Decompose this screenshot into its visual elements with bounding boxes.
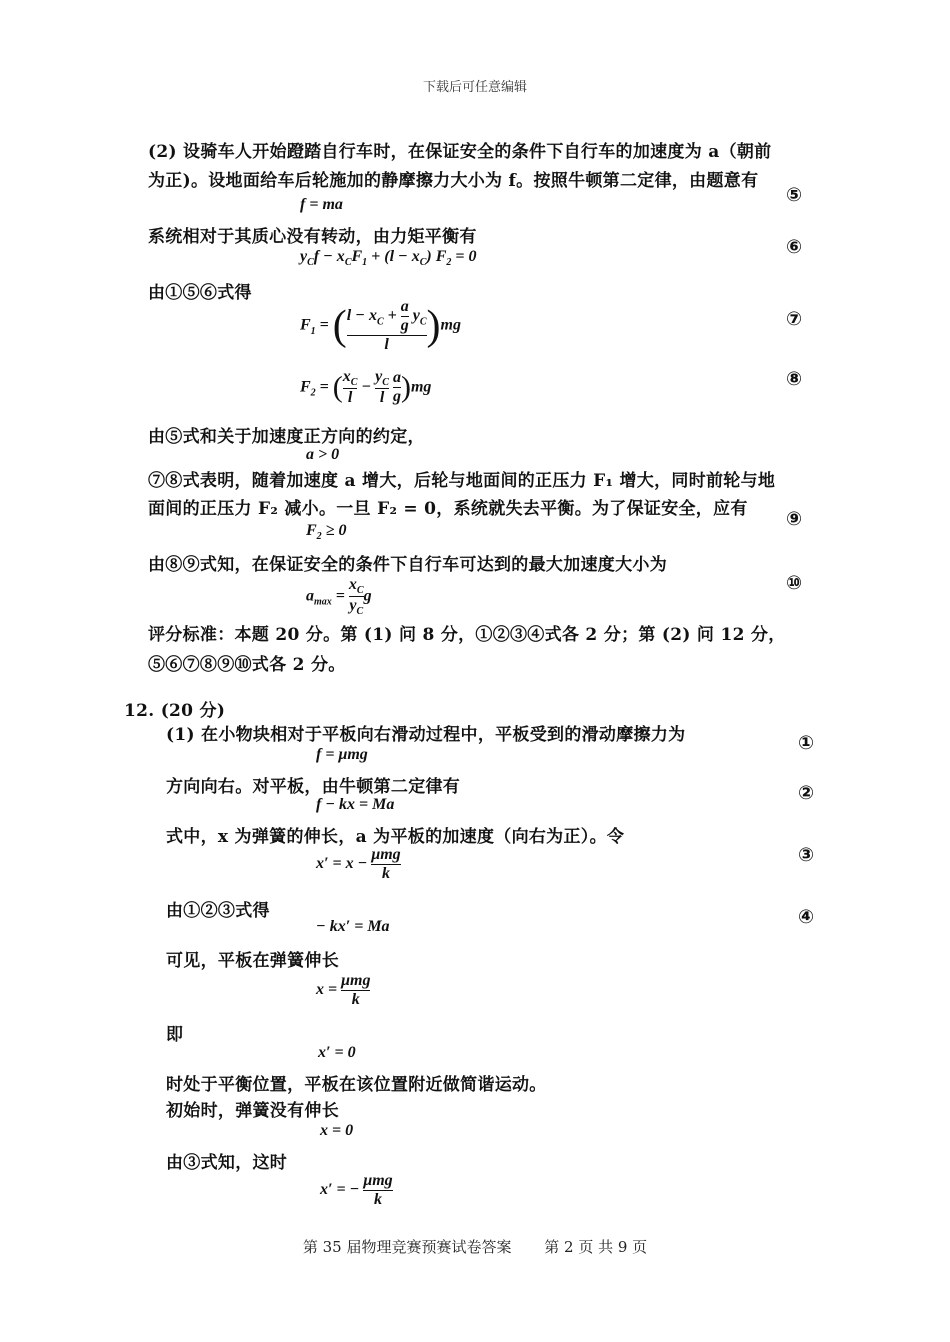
max-acceleration-line: 由⑧⑨式知，在保证安全的条件下自行车可达到的最大加速度大小为 bbox=[148, 555, 667, 575]
equation-a-positive: a > 0 bbox=[306, 446, 340, 463]
conclusion-line-2: 面间的正压力 F₂ 减小。一旦 F₂ = 0，系统就失去平衡。为了保证安全，应有 bbox=[148, 499, 748, 519]
equation-5: f = ma bbox=[300, 196, 343, 213]
equation-8: $F_2$ = ( $\frac{x_C}{l}$ − $\frac{y_C}{l}$ $\frac{a}{g}$ )mg bbox=[300, 368, 432, 407]
q12-equation-5: x = $\frac{\text{μmg}}{k}$ bbox=[316, 972, 371, 1008]
conclusion-line-1: ⑦⑧式表明，随着加速度 a 增大，后轮与地面间的正压力 F₁ 增大，同时前轮与地 bbox=[148, 471, 776, 491]
q12-line-3: 式中，x 为弹簧的伸长，a 为平板的加速度（向右为正）。令 bbox=[166, 827, 625, 847]
q12-equation-1: f = μmg bbox=[316, 746, 368, 763]
equation-7: $F_1$ = ( $l - x_C$ + $\frac{a}{g}$ $y_C$ l )mg bbox=[300, 298, 461, 353]
q12-line-5: 可见，平板在弹簧伸长 bbox=[166, 951, 339, 971]
equation-9: $F_2 \ge 0$ bbox=[306, 522, 347, 543]
q12-line-2: 方向向右。对平板，由牛顿第二定律有 bbox=[166, 777, 461, 797]
p2-intro-line1: (2) 设骑车人开始蹬踏自行车时，在保证安全的条件下自行车的加速度为 a（朝前 bbox=[148, 142, 772, 162]
derivation-line-156: 由①⑤⑥式得 bbox=[148, 283, 252, 303]
watermark-header: 下载后可任意编辑 bbox=[422, 80, 527, 95]
q12-line-4: 由①②③式得 bbox=[166, 901, 270, 921]
torque-balance-line: 系统相对于其质心没有转动，由力矩平衡有 bbox=[148, 227, 477, 247]
scoring-line-2: ⑤⑥⑦⑧⑨⑩式各 2 分。 bbox=[148, 655, 346, 675]
footer-exam-title: 第 35 届物理竞赛预赛试卷答案 bbox=[302, 1238, 512, 1256]
equation-10: $a_{max}$ = $\frac{x_C}{y_C}$ g bbox=[306, 576, 372, 618]
q12-line-7: 时处于平衡位置，平板在该位置附近做简谐运动。 bbox=[166, 1075, 547, 1095]
equation-number-7: ⑦ bbox=[786, 308, 803, 330]
q12-line-6: 即 bbox=[166, 1025, 184, 1045]
footer-page-number: 第 2 页 共 9 页 bbox=[544, 1238, 648, 1256]
q12-equation-8: x′ = − $\frac{\text{μmg}}{k}$ bbox=[320, 1172, 393, 1208]
page-footer bbox=[0, 1236, 950, 1257]
q12-line-9: 由③式知，这时 bbox=[166, 1153, 288, 1173]
equation-number-10: ⑩ bbox=[786, 572, 803, 594]
q12-line-1: (1) 在小物块相对于平板向右滑动过程中，平板受到的滑动摩擦力为 bbox=[166, 725, 686, 745]
direction-convention-line: 由⑤式和关于加速度正方向的约定， bbox=[148, 427, 425, 447]
p2-intro-line2: 为正)。设地面给车后轮施加的静摩擦力大小为 f。按照牛顿第二定律，由题意有 bbox=[148, 171, 759, 191]
q12-equation-6: x′ = 0 bbox=[318, 1044, 356, 1061]
scoring-line-1: 评分标准：本题 20 分。第 (1) 问 8 分，①②③④式各 2 分；第 (2) 问 12 分， bbox=[148, 625, 786, 645]
q12-equation-number-1: ① bbox=[798, 732, 815, 754]
q12-equation-4: − kx′ = Ma bbox=[316, 918, 390, 935]
q12-line-8: 初始时，弹簧没有伸长 bbox=[166, 1101, 339, 1121]
problem-12-title: 12. (20 分) bbox=[124, 701, 226, 721]
equation-6: $y_Cf - x_CF_1 + (l - x_C) F_2 = 0$ bbox=[300, 248, 477, 269]
q12-equation-2: f − kx = Ma bbox=[316, 796, 395, 813]
q12-equation-7: x = 0 bbox=[320, 1122, 354, 1139]
equation-number-8: ⑧ bbox=[786, 368, 803, 390]
equation-number-9: ⑨ bbox=[786, 508, 803, 530]
q12-equation-number-3: ③ bbox=[798, 844, 815, 866]
equation-number-5: ⑤ bbox=[786, 184, 803, 206]
equation-number-6: ⑥ bbox=[786, 236, 803, 258]
q12-equation-3: x′ = x − $\frac{\text{μmg}}{k}$ bbox=[316, 846, 401, 882]
q12-equation-number-4: ④ bbox=[798, 906, 815, 928]
q12-equation-number-2: ② bbox=[798, 782, 815, 804]
